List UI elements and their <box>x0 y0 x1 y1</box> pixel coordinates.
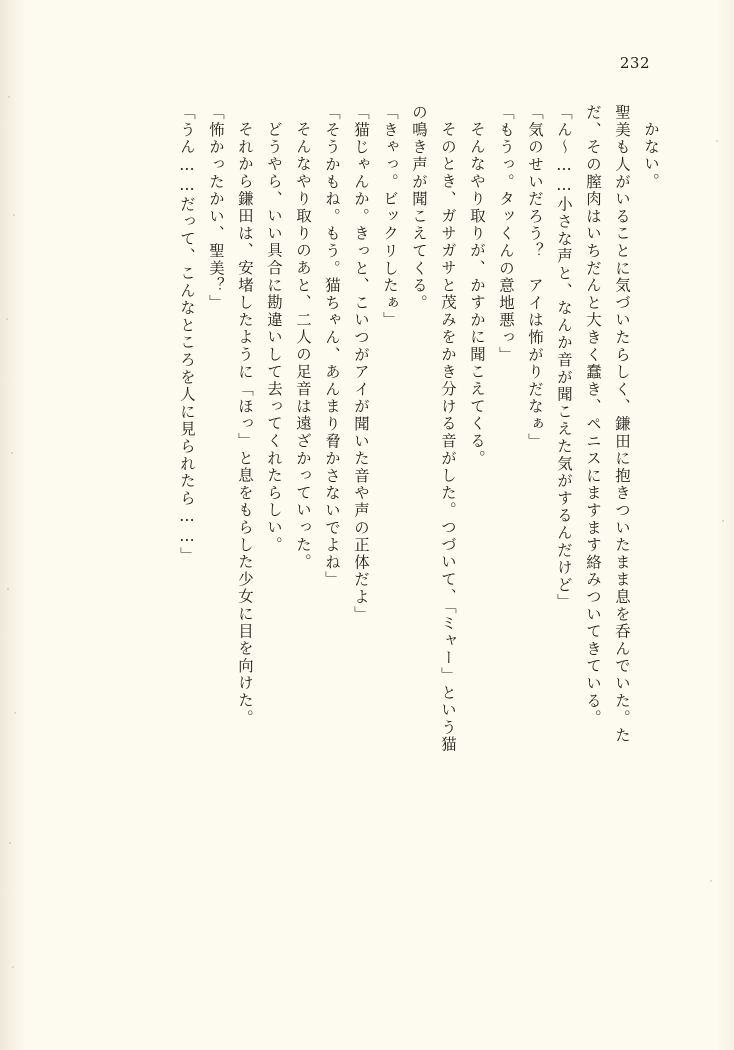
text-line: そのとき、ガサガサと茂みをかき分ける音がした。つづいて、「ミャー」という猫 <box>439 121 457 754</box>
text-line: どうやら、いい具合に勘違いして去ってくれたらしい。 <box>265 121 283 554</box>
text-line: 「そうかもね。もう。猫ちゃん、あんまり脅かさないでよね」 <box>323 104 341 589</box>
text-line: そんなやり取りが、かすかに聞こえてくる。 <box>468 121 486 467</box>
text-line: 「猫じゃんか。きっと、こいつがアイが聞いた音や声の正体だよ」 <box>352 104 370 623</box>
text-line: 「ん～……小さな声と、なんか音が聞こえた気がするんだけど」 <box>555 104 573 611</box>
text-line: 「気のせいだろう？ アイは怖がりだなぁ」 <box>526 104 544 450</box>
text-line: だ、その膣肉はいちだんと大きく蠢き、ペニスにますます絡みついてきている。 <box>584 104 602 727</box>
page-number: 232 <box>619 54 650 72</box>
text-line: 「きゃっ。ビックリしたぁ」 <box>381 104 399 329</box>
text-line: 「もうっ。タッくんの意地悪っ」 <box>497 104 515 364</box>
text-line: 「うん……だって、こんなところを人に見られたら……」 <box>178 104 196 565</box>
text-line: かない。 <box>642 121 660 191</box>
body-text <box>165 104 658 914</box>
text-line: それから鎌田は、安堵したように「ほっ」と息をもらした少女に目を向けた。 <box>236 121 254 727</box>
text-line: そんなやり取りのあと、二人の足音は遠ざかっていった。 <box>294 121 312 571</box>
text-line: の鳴き声が聞こえてくる。 <box>410 104 428 312</box>
text-line: 聖美も人がいることに気づいたらしく、鎌田に抱きついたまま息を呑んでいた。た <box>613 104 631 745</box>
text-line: 「怖かったかい、聖美？」 <box>207 104 225 312</box>
